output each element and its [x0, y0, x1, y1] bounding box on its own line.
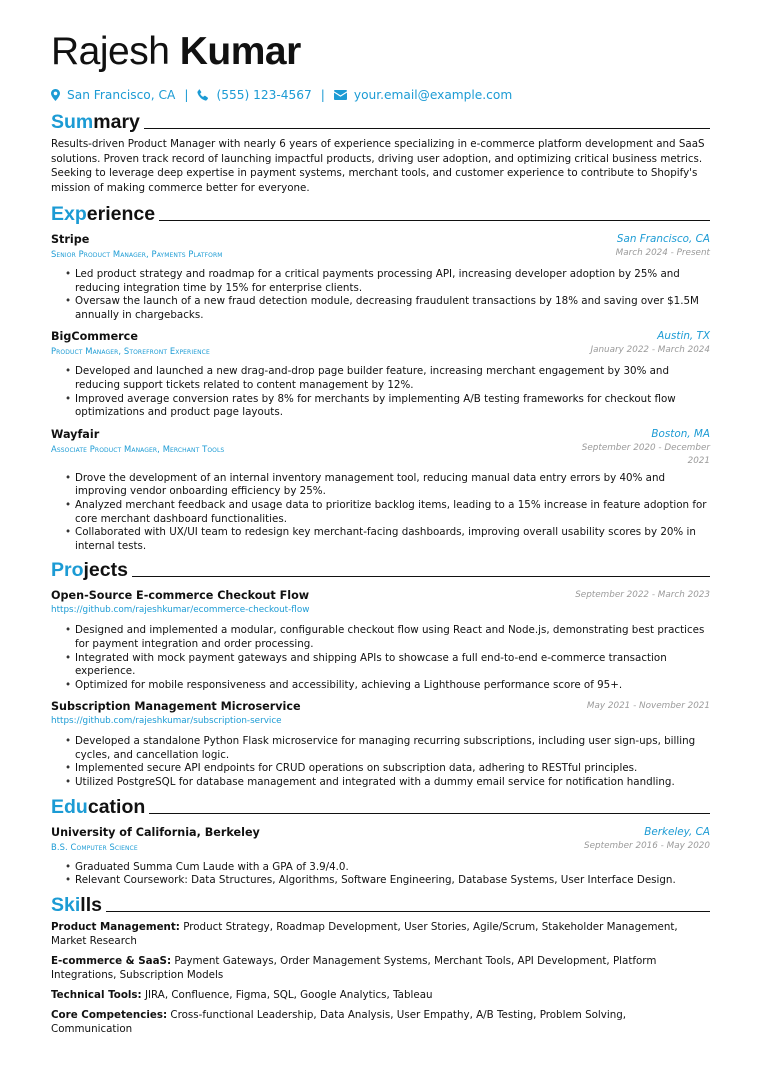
bullet-item: • Implemented secure API endpoints for CRUD operations on subscription data, adhering to RESTful principles.: [65, 762, 710, 776]
bullet-item: • Analyzed merchant feedback and usage data to prioritize backlog items, leading to a 15% increase in feature adoption for core merchant dashboard functionalities.: [65, 499, 710, 526]
skill-value: Cross-functional Leadership, Data Analysis, User Empathy, A/B Testing, Problem Solving, Communication: [51, 1008, 627, 1035]
project-name: Subscription Management Microservice: [51, 700, 301, 714]
skill-row: [51, 920, 710, 948]
bullet-item: • Graduated Summa Cum Laude with a GPA of 3.9/4.0.: [65, 861, 710, 875]
bullet-list: [51, 624, 710, 692]
skill-value: JIRA, Confluence, Figma, SQL, Google Analytics, Tableau: [144, 988, 433, 1001]
summary-section-header: [51, 111, 710, 133]
skill-value: Product Strategy, Roadmap Development, User Stories, Agile/Scrum, Stakeholder Management, Market Research: [51, 920, 678, 947]
skill-row: [51, 988, 710, 1002]
bullet-item: • Developed and launched a new drag-and-drop page builder feature, increasing merchant engagement by 30% and reducing support tickets related to content management by 12%.: [65, 365, 710, 392]
degree: B.S. Computer Science: [51, 841, 138, 852]
company-name: Wayfair: [51, 427, 100, 441]
section-rule: [132, 576, 710, 577]
projects-section-header: [51, 559, 710, 581]
skills-list: [51, 920, 710, 1036]
job-location: Austin, TX: [657, 330, 710, 343]
bullet-item: • Oversaw the launch of a new fraud detection module, decreasing fraudulent transactions by 18% and saving over $1.5M annually in chargebacks.: [65, 295, 710, 322]
section-rule: [149, 813, 710, 814]
section-title: Skills: [51, 893, 102, 916]
school-name: University of California, Berkeley: [51, 825, 260, 839]
job-dates: March 2024 - Present: [615, 248, 710, 258]
contact-separator: |: [320, 88, 325, 102]
last-name: Kumar: [179, 30, 301, 73]
bullet-list: [51, 861, 710, 888]
job-dates: January 2022 - March 2024: [590, 345, 710, 356]
bullet-list: [51, 365, 710, 419]
skill-value: Payment Gateways, Order Management Systems, Merchant Tools, API Development, Platform Integrations, Subscription Models: [51, 954, 657, 981]
section-title: Experience: [51, 203, 156, 225]
job-location: San Francisco, CA: [616, 233, 710, 245]
bullet-item: • Utilized PostgreSQL for database management and integrated with a dummy email service for notification handling.: [65, 776, 710, 790]
project-entry: [51, 588, 710, 692]
contact-separator: |: [184, 88, 189, 102]
phone-icon: [197, 89, 209, 101]
bullet-item: • Led product strategy and roadmap for a critical payments processing API, increasing developer adoption by 25% and reducing integration time by 15% for enterprise clients.: [65, 268, 710, 295]
company-name: Stripe: [51, 233, 90, 246]
education-section-header: [51, 796, 710, 818]
section-title: Projects: [51, 559, 128, 582]
company-name: BigCommerce: [51, 330, 138, 344]
education-entry: [51, 825, 710, 888]
bullet-item: • Developed a standalone Python Flask microservice for managing recurring subscriptions, including user sign-ups, billing cycles, and cancellation logic.: [65, 735, 710, 762]
skill-label: E-commerce & SaaS:: [51, 954, 172, 967]
bullet-item: • Integrated with mock payment gateways and shipping APIs to showcase a full end-to-end e-commerce transaction experience.: [65, 652, 710, 679]
section-title: Education: [51, 795, 146, 818]
contact-location: [51, 86, 175, 104]
education-dates: September 2016 - May 2020: [584, 840, 710, 851]
project-entry: [51, 699, 710, 789]
school-location: Berkeley, CA: [644, 825, 710, 838]
section-rule: [144, 128, 710, 129]
bullet-item: • Improved average conversion rates by 8% for merchants by implementing A/B testing frameworks for checkout flow optimizations and product page layouts.: [65, 393, 710, 420]
section-rule: [106, 911, 710, 912]
skills-section-header: [51, 894, 710, 916]
summary-text: Results-driven Product Manager with nearly 6 years of experience specializing in e-commerce platform development and SaaS solutions. Proven track record of launching impactful products, driving user adoption, and optimizing critical business metrics. Seeking to leverage deep expertise in payment systems, merchant tools, and customer experience to contribute to Shopify's mission of making commerce better for everyone.: [51, 138, 705, 194]
candidate-name: [51, 30, 710, 74]
skill-label: Technical Tools:: [51, 988, 142, 1001]
first-name: Rajesh: [51, 30, 170, 73]
job-location: Boston, MA: [651, 427, 710, 440]
bullet-item: • Designed and implemented a modular, configurable checkout flow using React and Node.js, demonstrating best practices for payment integration and order processing.: [65, 624, 710, 651]
bullet-list: [51, 472, 710, 554]
skill-row: [51, 954, 710, 982]
section-title: Summary: [51, 111, 140, 133]
experience-entry: [51, 329, 710, 419]
experience-section-header: [51, 203, 710, 225]
email-link[interactable]: your.email@example.com: [353, 88, 513, 102]
experience-entry: [51, 232, 710, 322]
project-dates: September 2022 - March 2023: [575, 590, 710, 601]
skill-label: Product Management:: [51, 920, 180, 933]
skill-label: Core Competencies:: [51, 1008, 168, 1021]
job-role: Senior Product Manager, Payments Platform: [51, 249, 223, 259]
bullet-item: • Collaborated with UX/UI team to redesign key merchant-facing dashboards, improving overall usability scores by 20% in internal tests.: [65, 526, 710, 553]
phone-text: (555) 123-4567: [216, 88, 312, 102]
contact-email[interactable]: [334, 86, 512, 104]
bullet-list: [51, 268, 710, 322]
contact-line: [51, 86, 710, 104]
map-marker-icon: [51, 89, 60, 101]
bullet-item: • Drove the development of an internal inventory management tool, reducing manual data entry errors by 40% and improving vendor onboarding efficiency by 25%.: [65, 472, 710, 499]
section-rule: [159, 220, 710, 221]
job-role: Associate Product Manager, Merchant Tools: [51, 443, 225, 454]
skill-row: [51, 1008, 710, 1036]
envelope-icon: [334, 90, 347, 100]
resume-page: [51, 30, 710, 1036]
bullet-item: • Optimized for mobile responsiveness and accessibility, achieving a Lighthouse performance score of 95+.: [65, 679, 710, 693]
project-dates: May 2021 - November 2021: [586, 701, 710, 712]
bullet-list: [51, 735, 710, 789]
project-name: Open-Source E-commerce Checkout Flow: [51, 589, 310, 603]
bullet-item: • Relevant Coursework: Data Structures, Algorithms, Software Engineering, Database Systems, User Interface Design.: [65, 874, 710, 888]
job-role: Product Manager, Storefront Experience: [51, 346, 210, 357]
experience-entry: [51, 427, 710, 554]
project-link[interactable]: https://github.com/rajeshkumar/subscription-service: [51, 716, 282, 727]
contact-phone: [197, 86, 311, 104]
project-link[interactable]: https://github.com/rajeshkumar/ecommerce-checkout-flow: [51, 605, 310, 616]
location-text: San Francisco, CA: [67, 88, 176, 102]
job-dates: September 2020 - December 2021: [581, 442, 710, 466]
